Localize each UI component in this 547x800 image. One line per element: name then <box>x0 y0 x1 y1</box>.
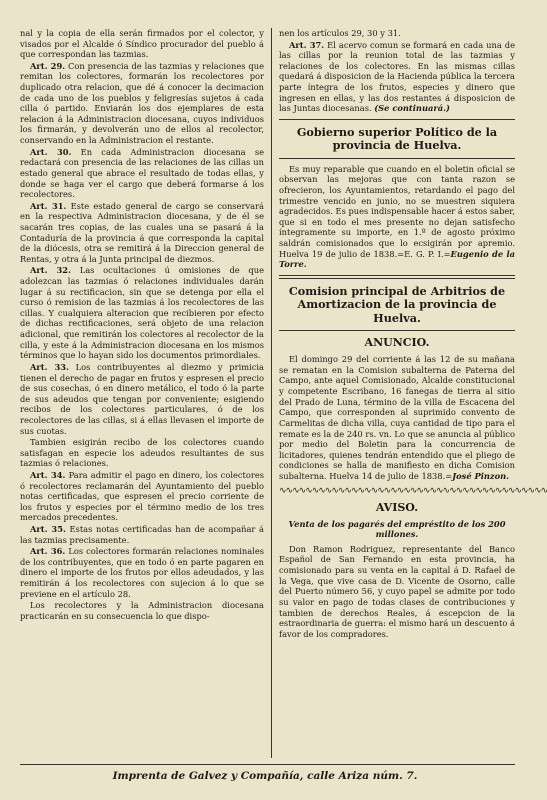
article-text: Estas notas certificadas han de acompañar á las tazmias precisamente. <box>20 524 264 545</box>
article-number: Art. 30. <box>30 146 72 157</box>
column-divider <box>271 28 272 758</box>
signature: José Pinzon. <box>452 470 510 481</box>
left-column <box>20 28 264 623</box>
article-29 <box>20 61 264 146</box>
paragraph: Tambien esigirán recibo de los colectores cuando satisfagan en especie los adeudos resultantes de sus tazmias ó relaciones. <box>20 437 264 469</box>
article-34 <box>20 470 264 523</box>
article-text: Para admitir el pago en dinero, los colectores ó recolectores reclamarán del Ayuntamiento del pueblo notas certificadas, que espresen el precio corriente de los frutos y especies por el término medio de los tres mercados precedentes. <box>20 469 264 523</box>
article-32 <box>20 265 264 360</box>
article-number: Art. 31. <box>30 200 67 211</box>
anuncio-notice <box>279 354 515 481</box>
ornamental-divider: ∿∿∿∿∿∿∿∿∿∿∿∿∿∿∿∿∿∿∿∿∿∿∿∿∿∿∿∿∿∿∿∿∿∿∿∿∿∿∿∿∿ <box>279 485 547 496</box>
section-rule <box>279 330 515 331</box>
signature: Eugenio de la Torre. <box>279 248 515 270</box>
article-36 <box>20 546 264 599</box>
article-33 <box>20 362 264 436</box>
article-text: Con presencia de las tazmias y relaciones que remitan los colectores, formarán los recolectores por duplicado otra relacion, que dé á conocer la decimacion de cada uno de los pueblos y feligresías sujetos á cada cilla ó partido. Enviarán los dos ejemplares de esta relacion á la Administracion diocesana, cuyos individuos los firmarán, y devolverán uno de ellos al recolector, conservando en la Administracion el restante. <box>20 60 264 146</box>
article-text: Este estado general de cargo se conservará en la respectiva Administracion diocesana, y de él se sacarán tres copias, de las cuales una se pasará á la Contaduría de la provincia á que corresponda la capital de la diócesis, otra se remitirá á la Direccion general de Rentas, y otra á la Junta principal de diezmos. <box>20 200 264 264</box>
article-number: Art. 32. <box>30 265 71 276</box>
section-title-comision: Comision principal de Arbitrios de Amortizacion de la provincia de Huelva. <box>288 283 506 325</box>
article-number: Art. 34. <box>30 469 66 480</box>
paragraph-continuation: nal y la copia de ella serán firmados por el colector, y visados por el Alcalde ó Síndico procurador del pueblo á que correspondan las tazmias. <box>20 28 264 60</box>
section-rule <box>279 119 515 120</box>
gobierno-notice <box>279 164 515 270</box>
right-column <box>279 28 547 640</box>
article-number: Art. 29. <box>30 60 66 71</box>
paragraph-continuation: nen los artículos 29, 30 y 31. <box>279 28 401 38</box>
paragraph: Los recolectores y la Administracion diocesana practicarán en su consecuencia lo que dispo- <box>20 600 264 621</box>
notice-text: Es muy reparable que cuando en el boletin oficial se observan las mejoras que con tanta razon se ofrecieron, los Ayuntamientos, retardando el pago del trimestre vencido en junio, no se muestren siquiera agradecidos. Es pues indispensable hacer á estos saber, que si en todo el mes presente no dejan satisfecho íntegramente su importe, en 1.º de agosto próximo saldrán comisionados que lo ecsigirán por apremio. Huelva 19 de julio de 1838.=E. G. P. I.= <box>279 163 515 259</box>
article-text: Las ocultaciones ú omisiones de que adolezcan las tazmias ó relaciones individuales darán lugar á su rectificacion, sin que se detenga por ella el curso ó remision de las tazmias á los recolectores de las cillas. Y cualquiera alteracion que recibieren por efecto de dichas rectificaciones, será objeto de una relacion adicional, que remitirán los colectores al recolector de la cilla, y este á la Administracion diocesana en los mismos términos que lo hayan sido los documentos primordiales. <box>20 265 264 361</box>
article-number: Art. 33. <box>30 361 69 372</box>
article-number: Art. 36. <box>30 546 66 557</box>
section-rule-double <box>279 275 515 279</box>
continued-note: (Se continuará.) <box>374 103 450 114</box>
article-number: Art. 35. <box>30 524 66 535</box>
section-title-gobierno: Gobierno superior Político de la provincia de Huelva. <box>296 124 498 153</box>
article-text: Los colectores formarán relaciones nominales de los contribuyentes, que en todo ó en parte pagaren en dinero el importe de los frutos por ellos adeudados, y las remitirán á los recolectores con sujecion á lo que se previene en el artículo 28. <box>20 546 264 599</box>
aviso-heading: AVISO. <box>375 500 419 514</box>
article-text: Los contribuyentes al diezmo y primicia tienen el derecho de pagar en frutos y espresen el precio de sus cosechas, ó en dinero metálico, el todo ó la parte de sus adeudos que tengan por conveniente; esigiendo recibos de los colectores particulares, ó de los recolectores de las cillas, si á ellas llevasen el importe de sus cuotas. <box>20 361 265 436</box>
article-31 <box>20 201 264 265</box>
article-30 <box>20 147 264 200</box>
aviso-subtitle: Venta de los pagarés del empréstito de los 200 millones. <box>288 518 506 540</box>
notice-text: El domingo 29 del corriente á las 12 de su mañana se rematan en la Comision subalterna de Paterna del Campo, ante aquel Comisionado, Alcalde constitucional y competente Escribano, 16 fanegas de tierra al sitio del Prado de Luna, término de la villa de Escacena del Campo, que corresponden al suprimido convento de Carmelitas de dicha villa, cuya cantidad de tipo para el remate es la de 240 rs. vn. Lo que se anuncia al público por medio del Boletin para la concurrencia de licitadores, quienes tendrán entendido que el pliego de condiciones se halla de manifiesto en dicha Comision subalterna. Huelva 14 de julio de 1838.= <box>279 354 515 481</box>
anuncio-heading: ANUNCIO. <box>364 336 430 350</box>
article-text: En cada Administracion diocesana se redactará con presencia de las relaciones de las cillas un estado general que abrace el resultado de todas ellas, y donde se haga ver el cargo que deberá formarse á los recolectores. <box>20 146 264 200</box>
aviso-text: Don Ramon Rodriguez, representante del Banco Español de San Fernando en esta provincia, ha comisionado para su venta en la capital á D. Rafael de la Vega, que vive casa de D. Vicente de Osorno, calle del Puerto número 56, y cuyo papel se admite por todo su valor en pago de todas clases de contribuciones y tambien de derechos Reales, á escepcion de la estraordinaria de guerra: el mismo hará un descuento á favor de los compradores. <box>279 543 515 639</box>
article-35 <box>20 524 264 545</box>
section-rule <box>279 158 515 159</box>
footer-rule <box>20 764 515 765</box>
article-number: Art. 37. <box>289 39 325 50</box>
article-text: El acervo comun se formará en cada una de las cillas por la reunion total de las tazmias y relaciones de los colectores. En las mismas cillas quedará á disposicion de la Hacienda pública la tercera parte íntegra de los frutos, especies y dinero que ingresen en ellas, y las dos restantes á disposicion de las Juntas diocesanas. <box>279 39 515 114</box>
printer-imprint: Imprenta de Galvez y Compañía, calle Ariza núm. 7. <box>112 770 418 782</box>
article-37 <box>279 40 515 114</box>
